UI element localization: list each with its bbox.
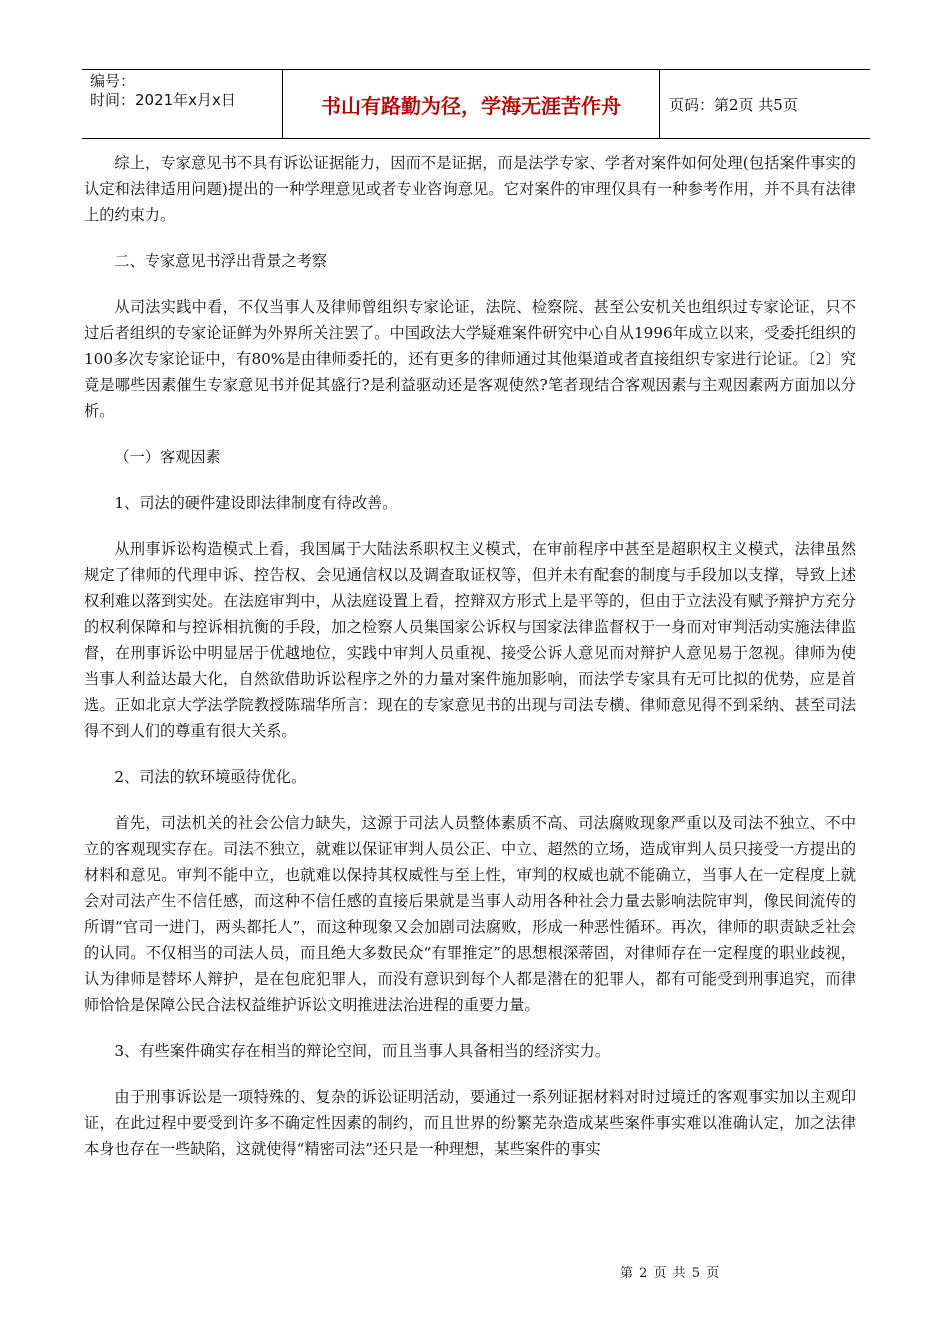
document-number-label: 编号： — [90, 72, 136, 90]
paragraph-credibility: 首先，司法机关的社会公信力缺失，这源于司法人员整体素质不高、司法腐败现象严重以及司法不独立、不中立的客观现实存在。司法不独立，就难以保证审判人员公正、中立、超然的立场，造成审判人员只接受一方提出的材料和意见。审判不能中立，也就难以保持其权威性与至上性，审判的权威也就不能确立，当事人在一定程度上就会对司法产生不信任感，而这种不信任感的直接后果就是当事人动用各种社会力量去影响法院审判，像民间流传的所谓“官司一进门，两头都托人”，而这种现象又会加剧司法腐败，形成一种恶性循环。再次，律师的职责缺乏社会的认同。不仅相当的司法人员，而且绝大多数民众“有罪推定”的思想根深蒂固，对律师存在一定程度的职业歧视，认为律师是替坏人辩护，是在包庇犯罪人，而没有意识到每个人都是潜在的犯罪人，都有可能受到刑事追究，而律师恰恰是保障公民合法权益维护诉讼文明推进法治进程的重要力量。 — [84, 814, 856, 1014]
header-page-info: 页码：第2页 共5页 — [669, 95, 798, 114]
paragraph-criminal-proof: 由于刑事诉讼是一项特殊的、复杂的诉讼证明活动，要通过一系列证据材料对时过境迁的客观事实加以主观印证，在此过程中要受到许多不确定性因素的制约，而且世界的纷繁芜杂造成某些案件事实难以准确认定，加之法律本身也存在一些缺陷，这就使得“精密司法”还只是一种理想，某些案件的事实 — [84, 1088, 856, 1158]
page-footer: 第 2 页 共 5 页 — [620, 1266, 721, 1281]
point-heading-2: 2、司法的软环境亟待优化。 — [114, 768, 307, 786]
header-meta — [82, 70, 282, 138]
section-heading-background: 二、专家意见书浮出背景之考察 — [114, 252, 328, 270]
subsection-heading-objective: （一）客观因素 — [114, 448, 221, 466]
paragraph-litigation-structure: 从刑事诉讼构造模式上看，我国属于大陆法系职权主义模式，在审前程序中甚至是超职权主义模式，法律虽然规定了律师的代理申诉、控告权、会见通信权以及调查取证权等，但并未有配套的制度与手段加以支撑，导致上述权利难以落到实处。在法庭审判中，从法庭设置上看，控辩双方形式上是平等的，但由于立法没有赋予辩护方充分的权利保障和与控诉相抗衡的手段，加之检察人员集国家公诉权与国家法律监督权于一身而对审判活动实施法律监督，在刑事诉讼中明显居于优越地位，实践中审判人员重视、接受公诉人意见而对辩护人意见易于忽视。律师为使当事人利益达最大化，自然欲借助诉讼程序之外的力量对案件施加影响，而法学专家具有无可比拟的优势，应是首选。正如北京大学法学院教授陈瑞华所言：现在的专家意见书的出现与司法专横、律师意见得不到采纳、甚至司法得不到人们的尊重有很大关系。 — [84, 540, 856, 740]
paragraph-practice: 从司法实践中看，不仅当事人及律师曾组织专家论证，法院、检察院、甚至公安机关也组织过专家论证，只不过后者组织的专家论证鲜为外界所关注罢了。中国政法大学疑难案件研究中心自从1996年成立以来，受委托组织的100多次专家论证中，有80%是由律师委托的，还有更多的律师通过其他渠道或者直接组织专家进行论证。〔2〕究竟是哪些因素催生专家意见书并促其盛行?是利益驱动还是客观使然?笔者现结合客观因素与主观因素两方面加以分析。 — [84, 298, 856, 420]
header-motto: 书山有路勤为径，学海无涯苦作舟 — [282, 70, 660, 138]
document-body — [84, 150, 856, 1182]
point-heading-3: 3、有些案件确实存在相当的辩论空间，而且当事人具备相当的经济实力。 — [114, 1042, 611, 1060]
page-header — [82, 69, 870, 139]
point-heading-1: 1、司法的硬件建设即法律制度有待改善。 — [114, 494, 398, 512]
paragraph-summary: 综上，专家意见书不具有诉讼证据能力，因而不是证据，而是法学专家、学者对案件如何处理(包括案件事实的认定和法律适用问题)提出的一种学理意见或者专业咨询意见。它对案件的审理仅具有一种参考作用，并不具有法律上的约束力。 — [84, 154, 856, 224]
document-time-label: 时间：2021年x月x日 — [90, 91, 236, 109]
